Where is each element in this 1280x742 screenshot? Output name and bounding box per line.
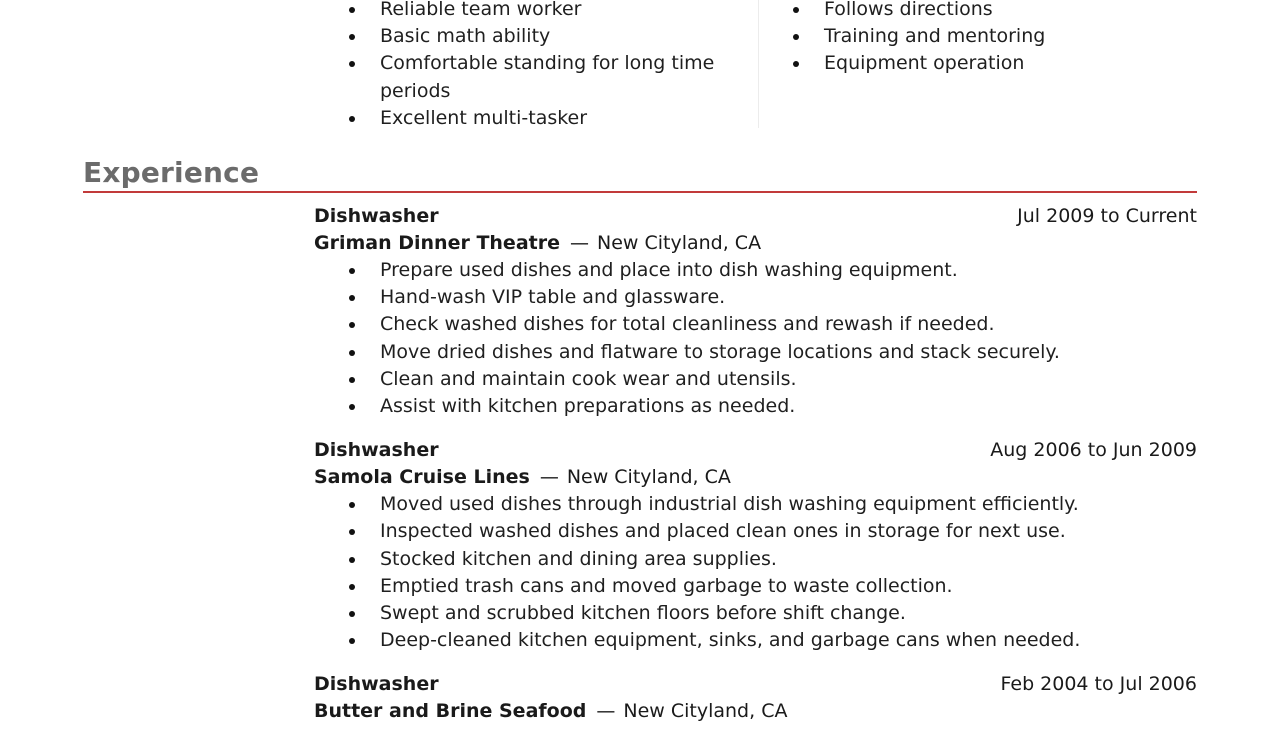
duty-item — [346, 518, 1197, 545]
job-title: Dishwasher — [314, 439, 439, 462]
job-title: Dishwasher — [314, 673, 439, 696]
dash-separator: — — [569, 232, 589, 254]
bullet-icon — [349, 295, 355, 301]
job-entry — [314, 437, 1197, 654]
skill-text: Excellent multi-tasker — [380, 106, 588, 129]
duty-text: Prepare used dishes and place into dish washing equipment. — [380, 259, 958, 281]
skill-text: Basic math ability — [380, 25, 551, 48]
bullet-icon — [793, 34, 799, 40]
dash-separator: — — [539, 466, 559, 489]
job-duties — [314, 491, 1197, 654]
duty-item — [346, 393, 1197, 420]
skill-item — [346, 50, 726, 104]
duty-text: Check washed dishes for total cleanliness and rewash if needed. — [380, 313, 995, 336]
bullet-icon — [793, 61, 799, 67]
job-duties — [314, 257, 1197, 420]
bullet-icon — [793, 7, 799, 13]
bullet-icon — [349, 61, 355, 67]
duty-item — [346, 284, 1197, 311]
skills-list-left — [346, 0, 726, 132]
duty-item — [346, 311, 1197, 338]
skills-divider — [758, 0, 759, 128]
duty-text: Deep-cleaned kitchen equipment, sinks, and garbage cans when needed. — [380, 629, 1081, 652]
duty-text: Moved used dishes through industrial dish washing equipment efficiently. — [380, 493, 1079, 516]
duty-text: Inspected washed dishes and placed clean ones in storage for next use. — [380, 520, 1066, 543]
duty-item — [346, 546, 1197, 573]
duty-text: Move dried dishes and flatware to storage locations and stack securely. — [380, 340, 1060, 363]
skill-item — [346, 105, 726, 132]
duty-item — [346, 491, 1197, 518]
skill-item — [790, 0, 1170, 23]
skills-list-right — [790, 0, 1170, 78]
duty-text: Emptied trash cans and moved garbage to waste collection. — [380, 574, 953, 597]
experience-divider — [83, 191, 1197, 193]
bullet-icon — [349, 377, 355, 383]
bullet-icon — [349, 7, 355, 13]
skill-text: Equipment operation — [824, 52, 1025, 75]
company-name: Butter and Brine Seafood — [314, 700, 587, 723]
duty-text: Hand-wash VIP table and glassware. — [380, 286, 726, 309]
dash-separator: — — [596, 700, 616, 723]
skill-item — [346, 23, 726, 50]
skill-item — [790, 50, 1170, 77]
bullet-icon — [349, 611, 355, 617]
duty-item — [346, 600, 1197, 627]
job-location: New Cityland, CA — [623, 700, 788, 723]
experience-heading: Experience — [83, 156, 260, 189]
company-name: Griman Dinner Theatre — [314, 232, 560, 254]
duty-item — [346, 257, 1197, 284]
bullet-icon — [349, 404, 355, 410]
job-dates: Jul 2009 to Current — [1017, 205, 1197, 227]
job-title: Dishwasher — [314, 205, 439, 227]
skill-text: Follows directions — [824, 0, 993, 20]
duty-item — [346, 339, 1197, 366]
duty-text: Assist with kitchen preparations as needed. — [380, 395, 796, 418]
bullet-icon — [349, 116, 355, 122]
bullet-icon — [349, 502, 355, 508]
skill-item — [790, 23, 1170, 50]
job-location: New Cityland, CA — [566, 466, 731, 489]
duty-text: Swept and scrubbed kitchen floors before shift change. — [380, 602, 906, 625]
bullet-icon — [349, 638, 355, 644]
job-dates: Feb 2004 to Jul 2006 — [1000, 673, 1197, 696]
bullet-icon — [349, 34, 355, 40]
bullet-icon — [349, 584, 355, 590]
duty-item — [346, 627, 1197, 654]
job-location: New Cityland, CA — [596, 232, 762, 254]
experience-list — [314, 203, 1197, 742]
job-entry — [314, 671, 1197, 725]
bullet-icon — [349, 350, 355, 356]
skill-text: Training and mentoring — [824, 25, 1046, 48]
bullet-icon — [349, 322, 355, 328]
job-entry — [314, 203, 1197, 420]
company-name: Samola Cruise Lines — [314, 466, 530, 489]
bullet-icon — [349, 529, 355, 535]
skill-item — [346, 0, 726, 23]
duty-text: Clean and maintain cook wear and utensils. — [380, 367, 797, 390]
job-dates: Aug 2006 to Jun 2009 — [990, 439, 1197, 462]
duty-item — [346, 573, 1197, 600]
skill-text: Reliable team worker — [380, 0, 582, 20]
skill-text: Comfortable standing for long time periods — [380, 52, 715, 102]
duty-item — [346, 366, 1197, 393]
bullet-icon — [349, 268, 355, 274]
bullet-icon — [349, 557, 355, 563]
duty-text: Stocked kitchen and dining area supplies. — [380, 547, 777, 570]
